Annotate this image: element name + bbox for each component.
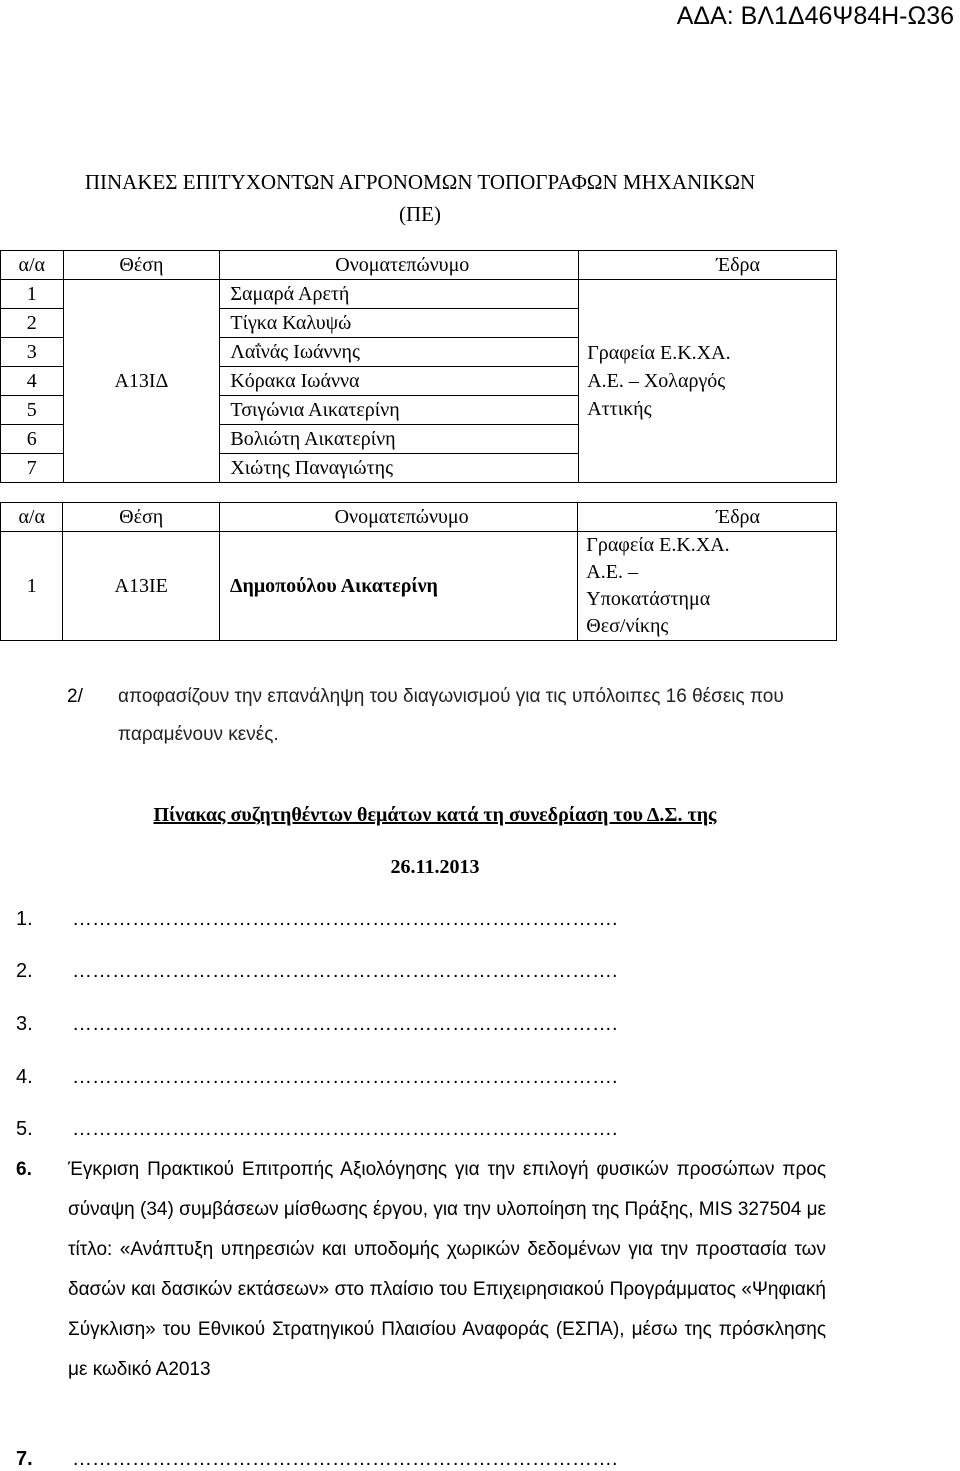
seat-line: Α.Ε. –: [586, 561, 638, 583]
table-header-row: [1, 251, 837, 280]
winners-table-a13ie: [0, 502, 837, 641]
title-line-2: (ΠΕ): [399, 202, 441, 226]
row-name: Λαΐνάς Ιωάννης: [220, 338, 579, 367]
row-aa: 5: [1, 396, 64, 425]
agenda-item-dots: ……………………………………………………………………….: [72, 1013, 618, 1035]
agenda-item-6: [16, 1150, 826, 1390]
seat-line: Α.Ε. – Χολαργός: [587, 370, 726, 392]
decision-text: αποφασίζουν την επανάληψη του διαγωνισμού για τις υπόλοιπες 16 θέσεις που παραμένουν κενές.: [118, 686, 784, 745]
agenda-item: [16, 908, 816, 931]
seat-line: Θεσ/νίκης: [586, 615, 669, 637]
row-aa: 6: [1, 425, 64, 454]
col-aa: α/α: [1, 251, 64, 280]
agenda-item-number: 4.: [16, 1066, 33, 1088]
decision-number: 2/: [67, 686, 83, 707]
document-title: [0, 166, 840, 230]
agenda-item-number: 5.: [16, 1118, 33, 1140]
agenda-item: [16, 1118, 816, 1141]
agenda-item-text: Έγκριση Πρακτικού Επιτροπής Αξιολόγησης για την επιλογή φυσικών προσώπων προς σύναψη (34) συμβάσεων μίσθωσης έργου, για την υλοποίηση της Πράξης, MIS 327504 με τίτλο: «Ανάπτυξη υπηρεσιών και υποδομής χωρικών δεδομένων για την προστασία των δασών και δασικών εκτάσεων» στο πλαίσιο του Επιχειρησιακού Προγράμματος «Ψηφιακή Σύγκλιση» του Εθνικού Στρατηγικού Πλαισίου Αναφοράς (ΕΣΠΑ), μέσω της πρόσκλησης με κωδικό Α2013: [68, 1159, 826, 1380]
row-name: Δημοπούλου Αικατερίνη: [219, 532, 577, 641]
seat-line: Γραφεία Ε.Κ.ΧΑ.: [587, 342, 731, 364]
row-name: Σαμαρά Αρετή: [220, 280, 579, 309]
row-aa: 1: [1, 280, 64, 309]
seat-line: Γραφεία Ε.Κ.ΧΑ.: [586, 534, 730, 556]
row-aa: 7: [1, 454, 64, 483]
row-aa: 3: [1, 338, 64, 367]
agenda-item-dots: ……………………………………………………………………….: [72, 960, 618, 982]
table-header-row: [1, 503, 837, 532]
agenda-item-number: 2.: [16, 960, 33, 982]
agenda-date: 26.11.2013: [390, 856, 480, 878]
row-name: Βολιώτη Αικατερίνη: [220, 425, 579, 454]
row-position: Α13ΙΕ: [63, 532, 220, 641]
table-row: [1, 280, 837, 309]
table-row: [1, 532, 837, 641]
agenda-item: [16, 1013, 816, 1036]
row-aa: 2: [1, 309, 64, 338]
agenda-item-dots: ……………………………………………………………………….: [72, 1448, 618, 1470]
col-name: Ονοματεπώνυμο: [219, 503, 577, 532]
col-position: Θέση: [63, 503, 220, 532]
row-seat: [578, 532, 837, 641]
row-name: Τσιγώνια Αικατερίνη: [220, 396, 579, 425]
title-line-1: ΠΙΝΑΚΕΣ ΕΠΙΤΥΧΟΝΤΩΝ ΑΓΡΟΝΟΜΩΝ ΤΟΠΟΓΡΑΦΩΝ ΜΗΧΑΝΙΚΩΝ: [84, 170, 756, 194]
row-aa: 4: [1, 367, 64, 396]
agenda-item: [16, 1448, 816, 1471]
agenda-item-dots: ……………………………………………………………………….: [72, 908, 618, 930]
col-seat: Έδρα: [578, 503, 837, 532]
agenda-item-number: 3.: [16, 1013, 33, 1035]
col-position: Θέση: [63, 251, 220, 280]
agenda-item: [16, 1066, 816, 1089]
seat-line: Υποκατάστημα: [586, 588, 711, 610]
agenda-item-dots: ……………………………………………………………………….: [72, 1066, 618, 1088]
row-name: Κόρακα Ιωάννα: [220, 367, 579, 396]
col-name: Ονοματεπώνυμο: [220, 251, 579, 280]
agenda-item-number: 7.: [16, 1448, 33, 1470]
seat-line: Αττικής: [587, 398, 652, 420]
row-seat: [579, 280, 837, 483]
winners-table-a13id: [0, 250, 837, 483]
row-position: Α13ΙΔ: [63, 280, 220, 483]
agenda-item-dots: ……………………………………………………………………….: [72, 1118, 618, 1140]
agenda-item-number: 6.: [16, 1159, 32, 1180]
agenda-title: Πίνακας συζητηθέντων θεμάτων κατά τη συνεδρίαση του Δ.Σ. της: [153, 804, 717, 826]
ada-code: ΑΔΑ: ΒΛ1Δ46Ψ84Η-Ω36: [676, 2, 954, 30]
agenda-item: [16, 960, 816, 983]
col-seat: Έδρα: [579, 251, 837, 280]
agenda-item-number: 1.: [16, 908, 33, 930]
row-name: Τίγκα Καλυψώ: [220, 309, 579, 338]
row-aa: 1: [1, 532, 63, 641]
col-aa: α/α: [1, 503, 63, 532]
row-name: Χιώτης Παναγιώτης: [220, 454, 579, 483]
